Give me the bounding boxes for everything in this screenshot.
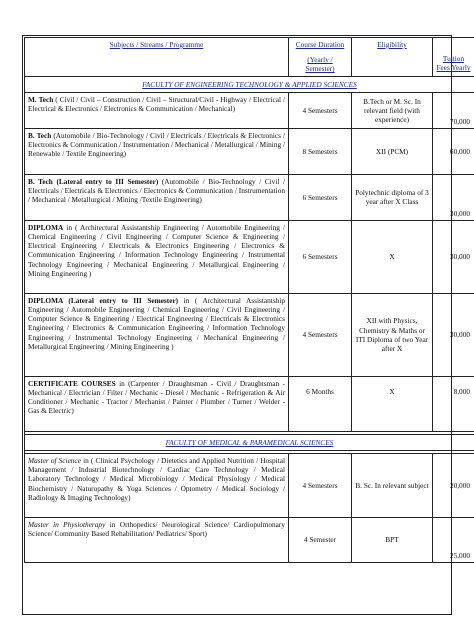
eligibility-cell: B.Tech or M. Sc. In relevant field (with experience)	[352, 92, 433, 128]
row-title: Master of Science	[28, 456, 81, 466]
header-subjects: Subjects / Streams / Programme	[25, 38, 289, 77]
table-row	[25, 92, 474, 128]
subject-cell	[25, 220, 289, 293]
header-duration	[289, 38, 352, 77]
duration-cell: 6 Months	[289, 376, 352, 431]
row-title: B. Tech (Lateral entry to III Semester)	[28, 176, 159, 186]
row-title: Master in Physiotherapy	[28, 520, 106, 530]
fee-cell: 30,000	[433, 220, 474, 293]
eligibility-cell: BPT	[352, 518, 433, 563]
row-title: DIPLOMA (Lateral entry to III Semester)	[28, 295, 179, 305]
fee-table	[24, 37, 474, 563]
row-desc: in Orthopedics/ Neurological Science/ Cardiopulmonary Science/ Community Based Rehabilitation/ Pediatrics/ Sport)	[28, 520, 285, 539]
header-fees: Tuition Fees Yearly	[433, 38, 474, 77]
eligibility-cell: XII (PCM)	[352, 128, 433, 174]
header-eligibility: Eligibility	[352, 38, 433, 77]
row-title: CERTIFICATE COURSES	[28, 378, 116, 388]
duration-cell: 8 Semesters	[289, 128, 352, 174]
row-title: B. Tech	[28, 130, 52, 140]
eligibility-cell: XII with Physics, Chemistry & Maths or ITI Diploma of two Year after X	[352, 293, 433, 376]
table-row	[25, 174, 474, 220]
subject-cell	[25, 92, 289, 128]
fee-cell: 25,000	[433, 518, 474, 563]
duration-cell: 4 Semester	[289, 518, 352, 563]
duration-cell: 4 Semesters	[289, 92, 352, 128]
subject-cell	[25, 174, 289, 220]
row-desc: in ( Clinical Psychology / Dietetics and Applied Nutrition / Hospital Management / Industrial Biotechnology / Cardiac Care Technology / Medical Laboratory Technology / Medical Microbiology / Medical Physiology / Medical Biochemistry / Naturopathy & Yoga Sciences / Optometry / Medical Sociology / Radiology & Imaging Technology)	[28, 456, 285, 502]
duration-cell: 6 Semesters	[289, 174, 352, 220]
duration-cell: 4 Semesters	[289, 293, 352, 376]
row-desc: (Automobile / Bio-Technology / Civil / Electricals / Electricals & Electronics / Electronics & Communication / Instrumentation / Mechanical / Metallurgical / Mining /Textile Engineering)	[28, 176, 285, 205]
eligibility-cell: X	[352, 220, 433, 293]
fee-cell: 30,000	[433, 174, 474, 220]
section-title: FACULTY OF MEDICAL & PARAMEDICAL SCIENCES	[25, 434, 474, 450]
fee-cell: 8,000	[433, 376, 474, 431]
row-title: DIPLOMA	[28, 222, 64, 232]
subject-cell	[25, 293, 289, 376]
section-medical	[25, 434, 474, 450]
table-row	[25, 220, 474, 293]
header-duration-unit: (Yearly / Semester)	[305, 55, 335, 74]
table-row	[25, 376, 474, 431]
row-desc: (Automobile / Bio-Technology / Civil / Electricals / Electricals & Electronics / Electronics & Communication / Instrumentation / Mechanical / Metallurgical / Mining / Renewable / Textile Engineering)	[28, 130, 286, 159]
table-row	[25, 518, 474, 563]
eligibility-cell: Polytechnic diploma of 3 year after X Class	[352, 174, 433, 220]
eligibility-cell: X	[352, 376, 433, 431]
row-desc: in ( Architectural Assistantship Engineering / Automobile Engineering / Chemical Engineering / Civil Engineering / Computer Science & Engineering / Electrical Engineering / Electricals & Electronics Engineering / Electronics & Communication Engineering / Information Technology Engineering / Instrumental Technology Engineering / Mechanical Engineering / Metallurgical Engineering / Mining Engineering )	[28, 295, 285, 351]
subject-cell	[25, 518, 289, 563]
table-row	[25, 454, 474, 518]
header-row	[25, 38, 474, 77]
fee-cell: 70,000	[433, 92, 474, 128]
fee-cell: 60,000	[433, 128, 474, 174]
duration-cell: 6 Semesters	[289, 220, 352, 293]
fee-cell: 20,000	[433, 454, 474, 518]
subject-cell	[25, 454, 289, 518]
row-desc: ( Civil / Civil – Construction / Civil – Structural/Civil - Highway / Electrical / Electrical & Electronics / Electronics & Communication / Mechanical)	[28, 94, 285, 114]
row-desc: in (Carpenter / Draughtsman - Civil / Draughtsman - Mechanical / Electrician / Filter / Mechanic - Diesel / Mechanic - Refrigeration & Air Conditioner / Mechanic - Tractor / Mechanist / Painter / Plumber / Turner / Welder - Gas & Electric)	[28, 378, 285, 416]
fee-cell: 30,000	[433, 293, 474, 376]
table-row	[25, 128, 474, 174]
eligibility-cell: B. Sc. In relevant subject	[352, 454, 433, 518]
row-title: M. Tech	[28, 94, 54, 104]
duration-cell: 4 Semesters	[289, 454, 352, 518]
table-row	[25, 293, 474, 376]
header-duration-label: Course Duration	[295, 40, 345, 49]
section-title: FACULTY OF ENGINEERING TECHNOLOGY & APPLIED SCIENCES	[25, 76, 474, 92]
row-desc: in ( Architectural Assistantship Engineering / Automobile Engineering / Chemical Engineering / Civil Engineering / Computer Science & Engineering / Electrical Engineering / Electricals & Electronics Engineering / Electronics & Communication Engineering / Information Technology Engineering / Instrumental Technology Engineering / Mechanical Engineering / Metallurgical Engineering / Mining Engineering )	[28, 222, 285, 278]
subject-cell	[25, 128, 289, 174]
subject-cell	[25, 376, 289, 431]
section-engineering	[25, 76, 474, 92]
